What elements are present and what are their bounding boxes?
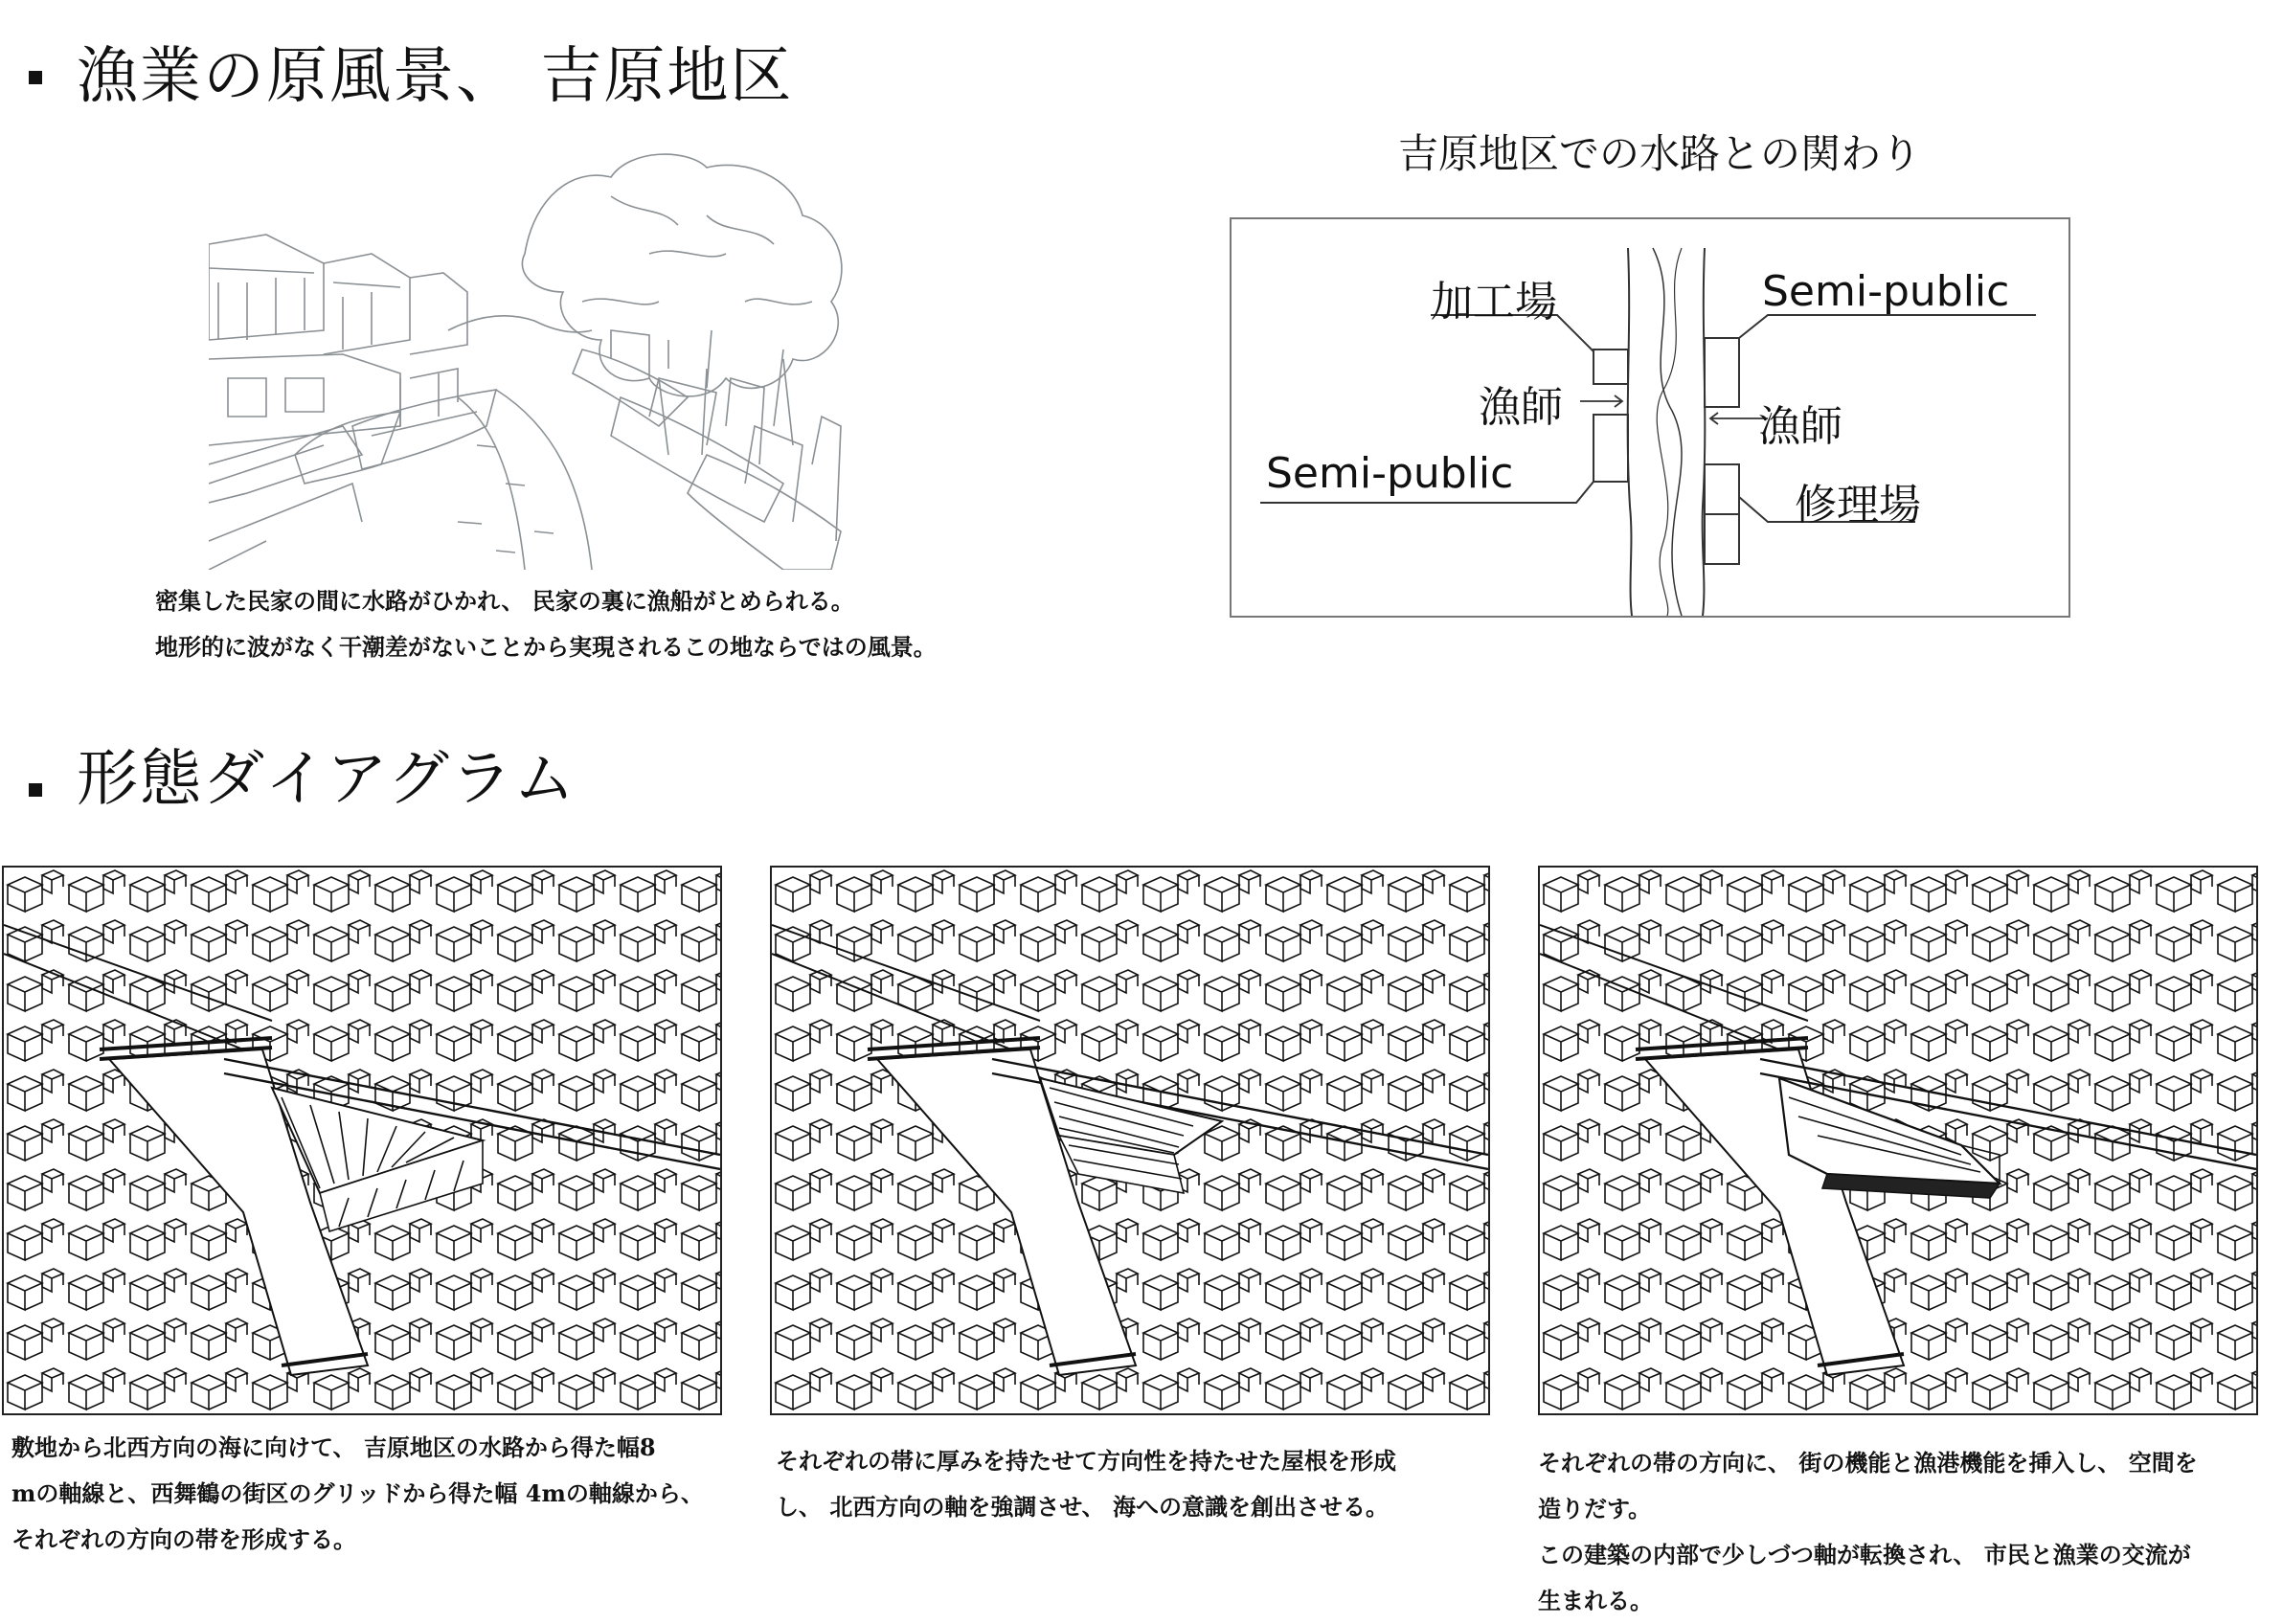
section-title-fishing-landscape: 漁業の原風景、 吉原地区 <box>77 41 794 112</box>
caption-line: それぞれの方向の帯を形成する。 <box>11 1525 356 1553</box>
label-semi-public-left: Semi-public <box>1266 449 1514 498</box>
label-semi-public-right: Semi-public <box>1762 267 2010 316</box>
caption-line: 生まれる。 <box>1538 1587 1653 1614</box>
caption-line: 密集した民家の間に水路がひかれ、 民家の裏に漁船がとめられる。 <box>155 587 854 615</box>
label-processing-area: 加工場 <box>1431 278 1557 327</box>
panel-3-caption <box>1538 1440 2266 1624</box>
label-fisher-right: 漁師 <box>1758 402 1842 451</box>
caption-line: それぞれの帯に厚みを持たせて方向性を持たせた屋根を形成 <box>776 1447 1396 1475</box>
section-title-form-diagram: 形態ダイアグラム <box>77 744 577 815</box>
caption-line: し、 北西方向の軸を強調させ、 海への意識を創出させる。 <box>776 1493 1389 1521</box>
form-diagram-panel-3 <box>1538 866 2258 1415</box>
form-diagram-panel-2 <box>770 866 1490 1415</box>
heading-bullet <box>29 71 42 84</box>
form-diagram-panel-1 <box>2 866 722 1415</box>
landscape-caption <box>155 578 1017 670</box>
panel-1-caption <box>11 1425 720 1563</box>
heading-bullet <box>29 783 42 797</box>
caption-line: 造りだす。 <box>1538 1495 1652 1522</box>
caption-line: それぞれの帯の方向に、 街の機能と漁港機能を挿入し、 空間を <box>1538 1449 2198 1477</box>
label-fisher-left: 漁師 <box>1479 383 1563 432</box>
waterway-diagram <box>1230 217 2070 618</box>
caption-line: 地形的に波がなく干潮差がないことから実現されるこの地ならではの風景。 <box>155 633 937 661</box>
caption-line: 敷地から北西方向の海に向けて、 吉原地区の水路から得た幅8 <box>11 1433 656 1461</box>
caption-line: mの軸線と、西舞鶴の街区のグリッドから得た幅 4mの軸線から、 <box>11 1479 704 1507</box>
canal-sketch-image <box>209 139 852 570</box>
diagram-title: 吉原地区での水路との関わり <box>1398 130 1922 177</box>
caption-line: この建築の内部で少しづつ軸が転換され、 市民と漁業の交流が <box>1538 1541 2191 1568</box>
label-repair-area: 修理場 <box>1795 481 1921 530</box>
panel-2-caption <box>776 1438 1484 1530</box>
